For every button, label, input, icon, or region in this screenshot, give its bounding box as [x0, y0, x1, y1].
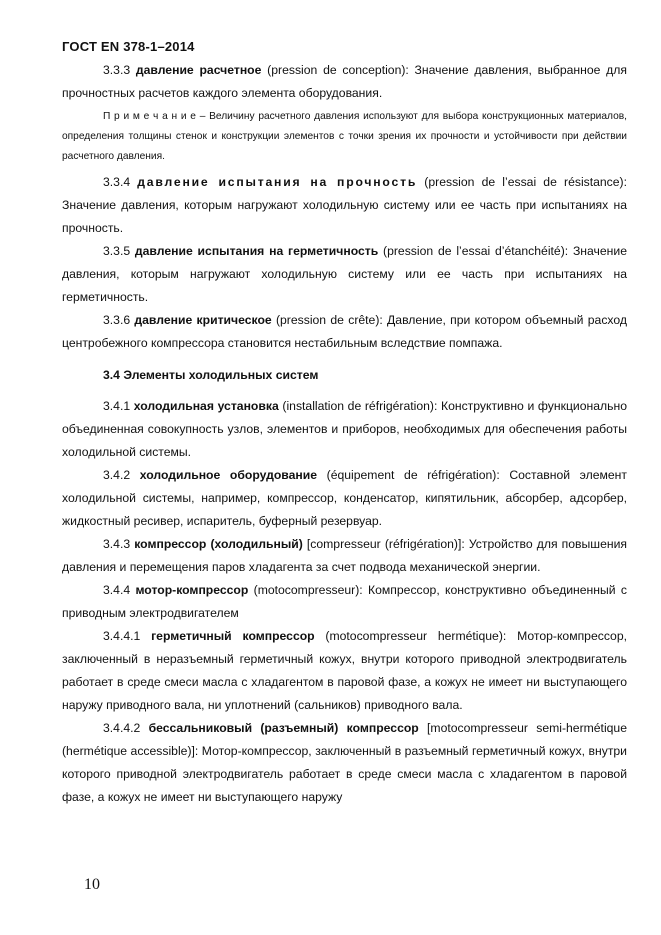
clause-number: 3.3.6	[103, 313, 135, 327]
term: мотор-компрессор	[135, 583, 249, 597]
clause-number: 3.4.1	[103, 399, 134, 413]
clause-number: 3.3.5	[103, 244, 135, 258]
definition-3-4-4-1	[62, 625, 627, 717]
definition-3-3-5	[62, 240, 627, 309]
definition-3-4-4	[62, 579, 627, 625]
section-heading: 3.4 Элементы холодильных систем	[103, 368, 319, 382]
term: давление расчетное	[135, 63, 262, 77]
definition-3-4-4-2	[62, 717, 627, 809]
definition-text: [motocompresseur semi-hermétique (hermétique accessible)]: Мотор-компрессор, заключенный в разъемный герметичный кожух, внутри которого приводной электродвигатель работает в среде смеси масла с хладагентом в паровой фазе, а кожух не имеет ни выступающего наружу	[62, 721, 627, 804]
definition-text: (pression de conception): Значение давления, выбранное для прочностных расчетов каждого элемента оборудования.	[62, 63, 628, 100]
clause-number: 3.3.3	[103, 63, 136, 77]
term: бессальниковый (разъемный) компрессор	[148, 721, 419, 735]
definition-3-3-3	[62, 59, 627, 105]
term: холодильная установка	[133, 399, 279, 413]
document-header: ГОСТ EN 378-1–2014	[62, 39, 195, 54]
term: давление критическое	[134, 313, 272, 327]
note-paragraph	[62, 105, 627, 171]
definition-text: (motocompresseur): Компрессор, конструктивно объединенный с приводным электродвигателем	[62, 583, 627, 620]
definition-text: (pression de crête): Давление, при котором объемный расход центробежного компрессора становится нестабильным вследствие помпажа.	[62, 313, 628, 350]
term: давление испытания на прочность	[137, 175, 418, 189]
clause-number: 3.4.3	[103, 537, 135, 551]
page-number: 10	[84, 876, 100, 893]
definition-text: (pression de l’essai d’étanchéité): Значение давления, которым нагружают холодильную систему или ее часть при испытаниях на герметичность.	[62, 244, 627, 304]
clause-number: 3.3.4	[103, 175, 138, 189]
clause-number: 3.4.4	[103, 583, 136, 597]
note-text: – Величину расчетного давления используют для выбора конструкционных материалов, определения толщины стенок и конструкции элементов с точки зрения их прочности и устойчивости при действии расчетного давления.	[62, 111, 627, 162]
clause-number: 3.4.2	[103, 468, 140, 482]
term: холодильное оборудование	[139, 468, 318, 482]
definition-text: (motocompresseur hermétique): Мотор-компрессор, заключенный в неразъемный герметичный кожух, внутри которого приводной электродвигатель работает в среде смеси масла с хладагентом в паровой фазе, а кожух не имеет ни выступающего наружу приводного вала, ни уплотнений (сальников) приводного вала.	[62, 629, 627, 712]
term: давление испытания на герметичность	[134, 244, 379, 258]
clause-number: 3.4.4.2	[103, 721, 149, 735]
definition-3-4-3	[62, 533, 627, 579]
definition-text: [compresseur (réfrigération)]: Устройство для повышения давления и перемещения паров хладагента за счет подвода механической энергии.	[62, 537, 627, 574]
definition-3-3-4	[62, 171, 627, 240]
clause-number: 3.4.4.1	[103, 629, 152, 643]
note-label: П р и м е ч а н и е	[103, 111, 196, 122]
definition-3-4-1	[62, 395, 627, 464]
term: компрессор (холодильный)	[134, 537, 303, 551]
definition-text: (pression de l’essai de résistance): Значение давления, которым нагружают холодильную систему или ее часть при испытаниях на прочность.	[62, 175, 628, 235]
definition-3-4-2	[62, 464, 627, 533]
definition-text: (équipement de réfrigération): Составной элемент холодильной системы, например, компрессор, конденсатор, кипятильник, абсорбер, адсорбер, жидкостный ресивер, испаритель, буферный резервуар.	[62, 468, 627, 528]
term: герметичный компрессор	[151, 629, 315, 643]
definition-3-3-6	[62, 309, 627, 355]
definition-text: (installation de réfrigération): Конструктивно и функционально объединенная совокупность узлов, элементов и приборов, необходимых для обеспечения работы холодильной системы.	[62, 399, 627, 459]
document-body	[62, 59, 627, 809]
